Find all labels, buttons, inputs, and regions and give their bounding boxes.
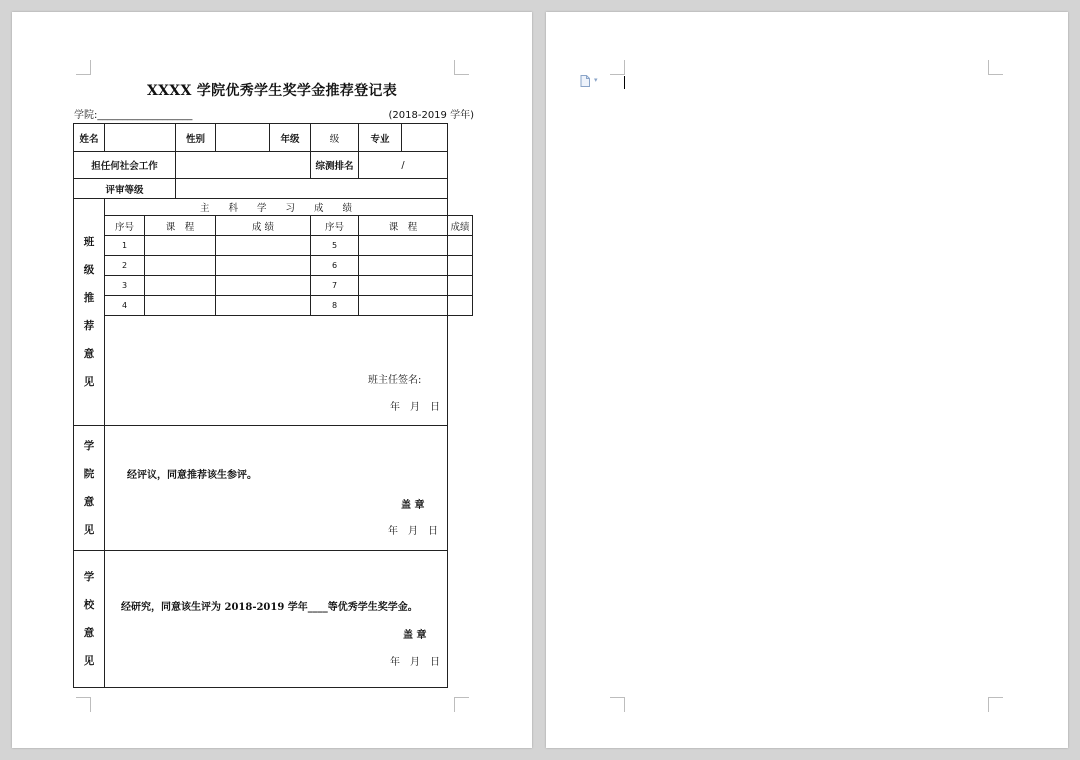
document-page-2[interactable] (546, 12, 1068, 748)
social-work-label: 担任何社会工作 (74, 152, 176, 179)
course-cell[interactable] (145, 256, 216, 276)
review-level-field[interactable] (176, 179, 448, 199)
school-opinion-area[interactable] (105, 551, 448, 688)
school-date-line: 年 月 日 (390, 657, 440, 668)
college-date-line: 年 月 日 (388, 526, 438, 537)
crop-mark (454, 697, 469, 712)
score-cell[interactable] (448, 256, 473, 276)
col-course-right: 课 程 (359, 216, 448, 236)
college-opinion-label: 学 院 意 见 (74, 426, 105, 551)
social-work-field[interactable] (176, 152, 311, 179)
seq-cell: 3 (105, 276, 145, 296)
major-field[interactable] (402, 124, 448, 152)
score-cell[interactable] (216, 296, 311, 316)
major-label: 专业 (359, 124, 402, 152)
crop-mark (76, 697, 91, 712)
document-page-1[interactable] (12, 12, 532, 748)
course-cell[interactable] (359, 296, 448, 316)
college-opinion-area[interactable] (105, 426, 448, 551)
recommendation-form-table (73, 123, 473, 688)
name-field[interactable] (105, 124, 176, 152)
score-cell[interactable] (216, 236, 311, 256)
grade-label: 年级 (270, 124, 311, 152)
rank-label: 综测排名 (311, 152, 359, 179)
school-field-label: 学院:___________________ (74, 110, 193, 121)
course-cell[interactable] (145, 276, 216, 296)
chevron-down-icon[interactable]: ▾ (594, 76, 598, 84)
review-level-label: 评审等级 (74, 179, 176, 199)
score-cell[interactable] (448, 236, 473, 256)
score-cell[interactable] (216, 256, 311, 276)
seq-cell: 4 (105, 296, 145, 316)
grade-unit: 级 (311, 124, 359, 152)
col-score-right: 成绩 (448, 216, 473, 236)
col-score-left: 成 绩 (216, 216, 311, 236)
gender-label: 性别 (176, 124, 216, 152)
seq-cell: 2 (105, 256, 145, 276)
class-opinion-area[interactable] (105, 316, 448, 426)
seq-cell: 8 (311, 296, 359, 316)
col-seq-right: 序号 (311, 216, 359, 236)
teacher-signature-label: 班主任签名: (368, 375, 422, 386)
text-cursor (624, 76, 625, 89)
course-cell[interactable] (145, 236, 216, 256)
college-opinion-text: 经评议，同意推荐该生参评。 (127, 470, 257, 481)
course-cell[interactable] (359, 276, 448, 296)
college-seal-label: 盖 章 (401, 500, 425, 511)
rank-value: / (359, 152, 448, 179)
col-course-left: 课 程 (145, 216, 216, 236)
col-seq-left: 序号 (105, 216, 145, 236)
crop-mark (610, 697, 625, 712)
crop-mark (76, 60, 91, 75)
school-opinion-text: 经研究，同意该生评为 2018-2019 学年____等优秀学生奖学金。 (121, 602, 418, 613)
class-recommendation-label: 班 级 推 荐 意 见 (74, 199, 105, 426)
crop-mark (988, 697, 1003, 712)
course-cell[interactable] (145, 296, 216, 316)
name-label: 姓名 (74, 124, 105, 152)
score-cell[interactable] (448, 296, 473, 316)
crop-mark (454, 60, 469, 75)
form-title: XXXX 学院优秀学生奖学金推荐登记表 (146, 83, 398, 99)
seq-cell: 6 (311, 256, 359, 276)
subjects-header: 主 科 学 习 成 绩 (105, 199, 448, 216)
crop-mark (988, 60, 1003, 75)
course-cell[interactable] (359, 236, 448, 256)
score-cell[interactable] (216, 276, 311, 296)
crop-mark (610, 60, 625, 75)
course-cell[interactable] (359, 256, 448, 276)
academic-year: (2018-2019 学年) (388, 110, 474, 121)
gender-field[interactable] (216, 124, 270, 152)
seq-cell: 7 (311, 276, 359, 296)
date-line: 年 月 日 (390, 402, 440, 413)
school-opinion-label: 学 校 意 见 (74, 551, 105, 688)
seq-cell: 5 (311, 236, 359, 256)
score-cell[interactable] (448, 276, 473, 296)
school-seal-label: 盖 章 (403, 630, 427, 641)
seq-cell: 1 (105, 236, 145, 256)
paste-options-icon[interactable] (580, 75, 590, 87)
